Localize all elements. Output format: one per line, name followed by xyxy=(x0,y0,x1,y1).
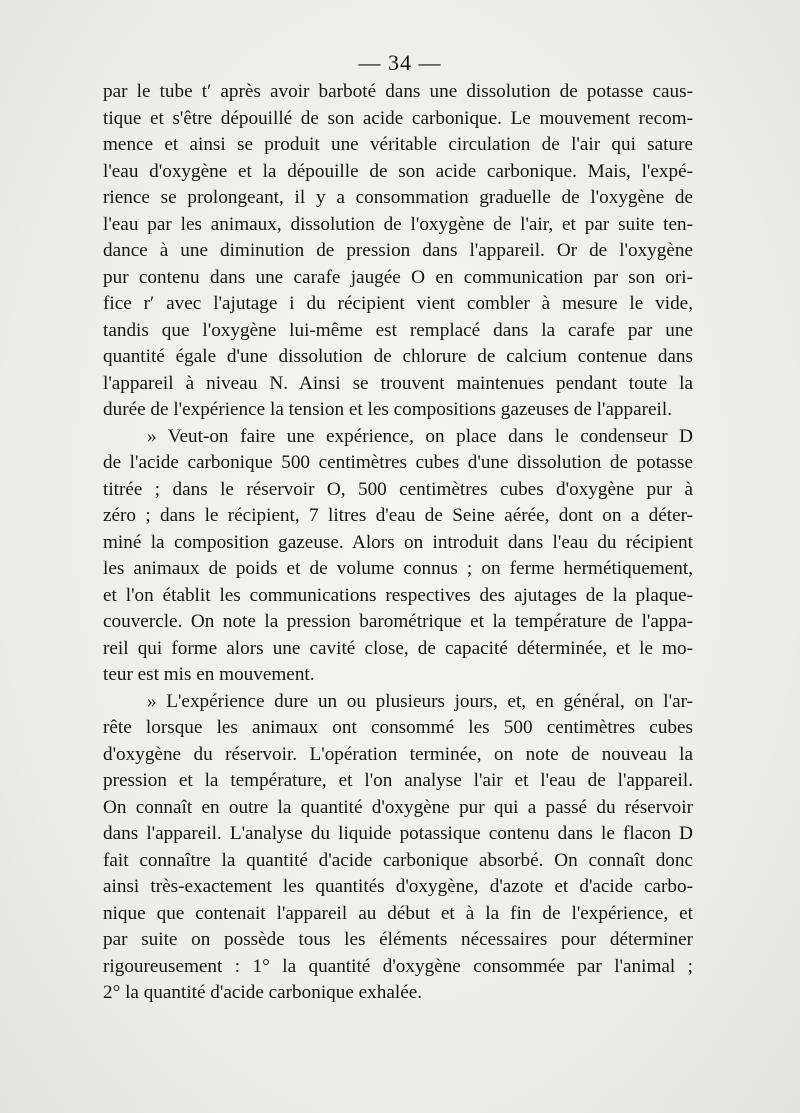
text-line: l'eau par les animaux, dissolution de l'oxygène de l'air, et par suite ten- xyxy=(103,213,693,235)
text-line: rête lorsque les animaux ont consommé les 500 centimètres cubes xyxy=(103,717,693,738)
text-line: » Veut-on faire une expérience, on place dans le condenseur D xyxy=(147,425,693,447)
text-line: pur contenu dans une carafe jaugée O en communication par son ori- xyxy=(103,266,693,288)
text-line: mence et ainsi se produit une véritable circulation de l'air qui sature xyxy=(103,134,693,155)
body-text xyxy=(103,79,693,1007)
text-line: rigoureusement : 1° la quantité d'oxygène consommée par l'animal ; xyxy=(103,955,693,977)
text-line: dance à une diminution de pression dans l'appareil. Or de l'oxygène xyxy=(103,240,693,261)
text-line: l'eau d'oxygène et la dépouille de son acide carbonique. Mais, l'expé- xyxy=(103,160,693,182)
text-line: quantité égale d'une dissolution de chlorure de calcium contenue dans xyxy=(103,346,693,367)
text-line: fice r′ avec l'ajutage i du récipient vient combler à mesure le vide, xyxy=(103,293,693,314)
text-line: de l'acide carbonique 500 centimètres cubes d'une dissolution de potasse xyxy=(103,452,693,473)
text-line: nique que contenait l'appareil au début et à la fin de l'expérience, et xyxy=(103,902,693,924)
text-line: tandis que l'oxygène lui-même est remplacé dans la carafe par une xyxy=(103,319,693,341)
text-line: reil qui forme alors une cavité close, de capacité déterminée, et le mo- xyxy=(103,637,693,659)
text-line: durée de l'expérience la tension et les compositions gazeuses de l'appareil. xyxy=(103,399,673,420)
text-line: dans l'appareil. L'analyse du liquide potassique contenu dans le flacon D xyxy=(103,823,693,844)
text-line: les animaux de poids et de volume connus ; on ferme hermétiquement, xyxy=(103,558,693,579)
text-line: par le tube t′ après avoir barboté dans une dissolution de potasse caus- xyxy=(103,81,693,102)
text-line: fait connaître la quantité d'acide carbonique absorbé. On connaît donc xyxy=(103,849,693,871)
text-line: miné la composition gazeuse. Alors on introduit dans l'eau du récipient xyxy=(103,531,693,553)
text-line: ainsi très-exactement les quantités d'oxygène, d'azote et d'acide carbo- xyxy=(103,876,693,897)
text-line: et l'on établit les communications respectives des ajutages de la plaque- xyxy=(103,584,693,606)
text-line: » L'expérience dure un ou plusieurs jours, et, en général, on l'ar- xyxy=(147,690,693,712)
text-line: zéro ; dans le récipient, 7 litres d'eau de Seine aérée, dont on a déter- xyxy=(103,505,693,526)
text-line: 2° la quantité d'acide carbonique exhalée. xyxy=(103,982,423,1003)
text-line: couvercle. On note la pression barométrique et la température de l'appa- xyxy=(103,611,693,632)
text-line: rience se prolongeant, il y a consommation graduelle de l'oxygène de xyxy=(103,187,693,208)
page-number: — 34 — xyxy=(358,50,442,75)
text-line: titrée ; dans le réservoir O, 500 centimètres cubes d'oxygène pur à xyxy=(103,478,693,500)
text-line: d'oxygène du réservoir. L'opération terminée, on note de nouveau la xyxy=(103,743,693,765)
text-line: pression et la température, et l'on analyse l'air et l'eau de l'appareil. xyxy=(103,770,693,791)
text-line: teur est mis en mouvement. xyxy=(103,664,315,685)
text-line: par suite on possède tous les éléments nécessaires pour déterminer xyxy=(103,929,693,950)
text-line: l'appareil à niveau N. Ainsi se trouvent maintenues pendant toute la xyxy=(103,372,693,394)
text-line: On connaît en outre la quantité d'oxygène pur qui a passé du réservoir xyxy=(103,796,693,818)
text-line: tique et s'être dépouillé de son acide carbonique. Le mouvement recom- xyxy=(103,107,693,129)
